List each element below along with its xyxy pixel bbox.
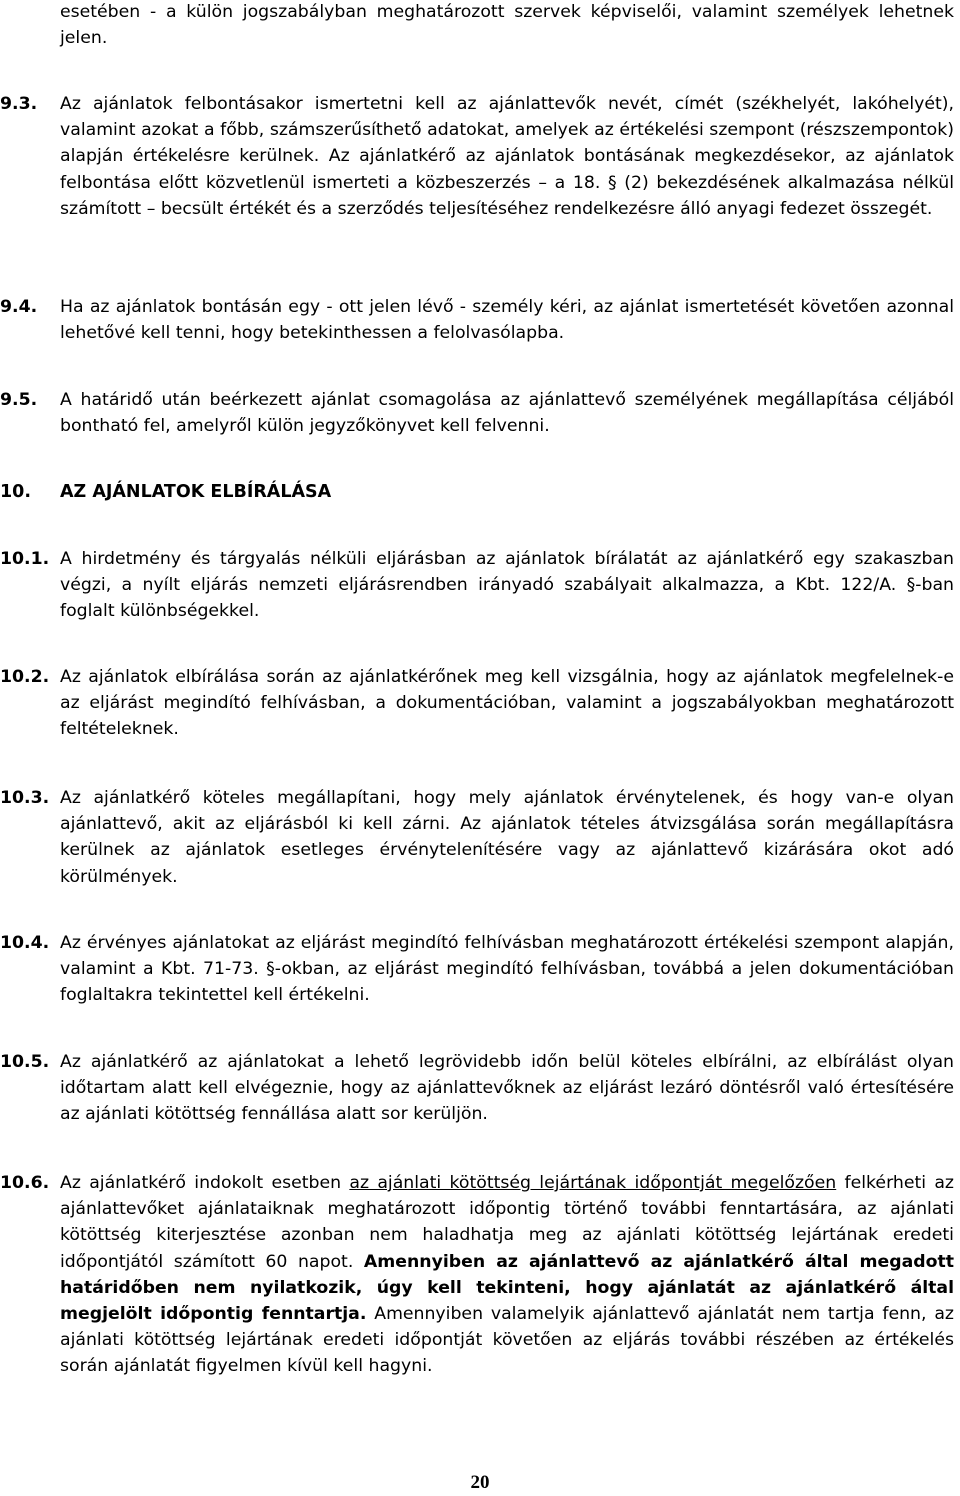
paragraph-text: A határidő után beérkezett ajánlat csomagolása az ajánlattevő személyének megállapítása céljából bontható fel, amelyről külön jegyzőkönyvet kell felvenni.: [60, 390, 954, 437]
section-number: 10.6.: [0, 1173, 50, 1193]
section-number: 9.3.: [0, 94, 38, 114]
section-number: 9.4.: [0, 297, 38, 317]
section-number: 10.3.: [0, 788, 50, 808]
paragraph-text: esetében - a külön jogszabályban meghatározott szervek képviselői, valamint személyek lehetnek jelen.: [60, 2, 954, 49]
section-10-3-text: [60, 785, 954, 890]
paragraph-text: Az ajánlatkérő indokolt esetben: [60, 1173, 350, 1193]
bold-text: Amennyiben az ajánlattevő az ajánlatkérő által megadott határidőben nem nyilatkozik, úgy kell tekinteni, hogy ajánlatát az ajánlatkérő által megjelölt időpontig fenntartja.: [60, 1251, 954, 1325]
paragraph-text: Az ajánlatok felbontásakor ismertetni kell az ajánlattevők nevét, címét (székhelyét, lakóhelyét), valamint azokat a főbb, számszerűsíthető adatokat, amelyek az értékelési szempont (részszempontok) alapján értékelésre kerülnek. Az ajánlatkérő az ajánlatok bontásának megkezdésekor, az ajánlatok felbontása előtt közvetlenül ismerteti a közbeszerzés – a 18. § (2) bekezdésének alkalmazása nélkül számított – becsült értékét és a szerződés teljesítéséhez rendelkezésre álló anyagi fedezet összegét.: [60, 94, 954, 219]
section-number: 9.5.: [0, 390, 38, 410]
section-number: 10.4.: [0, 933, 50, 953]
section-10-2-text: [60, 664, 954, 743]
section-number: 10.5.: [0, 1052, 50, 1072]
paragraph-text: Az ajánlatkérő köteles megállapítani, hogy mely ajánlatok érvénytelenek, és hogy van-e olyan ajánlattevő, akit az eljárásból ki kell zárni. Az ajánlatok tételes átvizsgálása során megállapításra kerülnek az ajánlatok esetleges érvénytelenítésére vagy az ajánlattevő kizárására okot adó körülmények.: [60, 788, 954, 887]
section-10-4-text: [60, 930, 954, 1009]
section-number: 10.2.: [0, 667, 50, 687]
paragraph-text: Az érvényes ajánlatokat az eljárást megindító felhívásban meghatározott értékelési szempont alapján, valamint a Kbt. 71-73. §-okban, az eljárást megindító felhívásban, továbbá a jelen dokumentációban foglaltakra tekintettel kell értékelni.: [60, 933, 954, 1006]
section-10-6-text: [60, 1170, 954, 1380]
paragraph-text: Ha az ajánlatok bontásán egy - ott jelen lévő - személy kéri, az ajánlat ismertetését követően azonnal lehetővé kell tenni, hogy betekinthessen a felolvasólapba.: [60, 297, 954, 344]
paragraph-text: Az ajánlatkérő az ajánlatokat a lehető legrövidebb időn belül köteles elbírálni, az elbírálást olyan időtartam alatt kell elvégeznie, hogy az ajánlattevőknek az eljárást lezáró döntésről való értesítésére az ajánlati kötöttség fennállása alatt sor kerüljön.: [60, 1052, 954, 1125]
paragraph-text: A hirdetmény és tárgyalás nélküli eljárásban az ajánlatok bírálatát az ajánlatkérő egy szakaszban végzi, a nyílt eljárás nemzeti eljárásrendben irányadó szabályait alkalmazza, a Kbt. 122/A. §-ban foglalt különbségekkel.: [60, 549, 954, 622]
section-number: 10.1.: [0, 549, 50, 569]
underlined-text: az ajánlati kötöttség lejártának időpontját megelőzően: [349, 1173, 837, 1193]
paragraph-text: felkérheti az ajánlattevőket ajánlataiknak meghatározott időpontig történő további fenntartására, az ajánlati kötöttség kiterjesztése azonban nem haladhatja meg az ajánlati kötöttség lejártának eredeti időpontjától számított 60 napot.: [60, 1173, 954, 1272]
page-number: 20: [470, 1472, 490, 1493]
section-10-5-text: [60, 1049, 954, 1128]
section-10-1-text: [60, 546, 954, 625]
section-9-5-text: [60, 387, 954, 439]
section-heading-title: AZ AJÁNLATOK ELBÍRÁLÁSA: [60, 482, 332, 502]
section-9-4-text: [60, 294, 954, 346]
paragraph-continuation: [60, 0, 954, 51]
section-9-3-text: [60, 91, 954, 222]
section-heading-number: 10.: [0, 482, 32, 502]
paragraph-text: Amennyiben valamelyik ajánlattevő ajánlatát nem tartja fenn, az ajánlati kötöttség lejártának eredeti időpontját követően az eljárás további részében az értékelés során ajánlatát figyelmen kívül kell hagyni.: [60, 1304, 954, 1377]
paragraph-text: Az ajánlatok elbírálása során az ajánlatkérőnek meg kell vizsgálnia, hogy az ajánlatok megfelelnek-e az eljárást megindító felhívásban, a dokumentációban, valamint a jogszabályokban meghatározott feltételeknek.: [60, 667, 954, 740]
